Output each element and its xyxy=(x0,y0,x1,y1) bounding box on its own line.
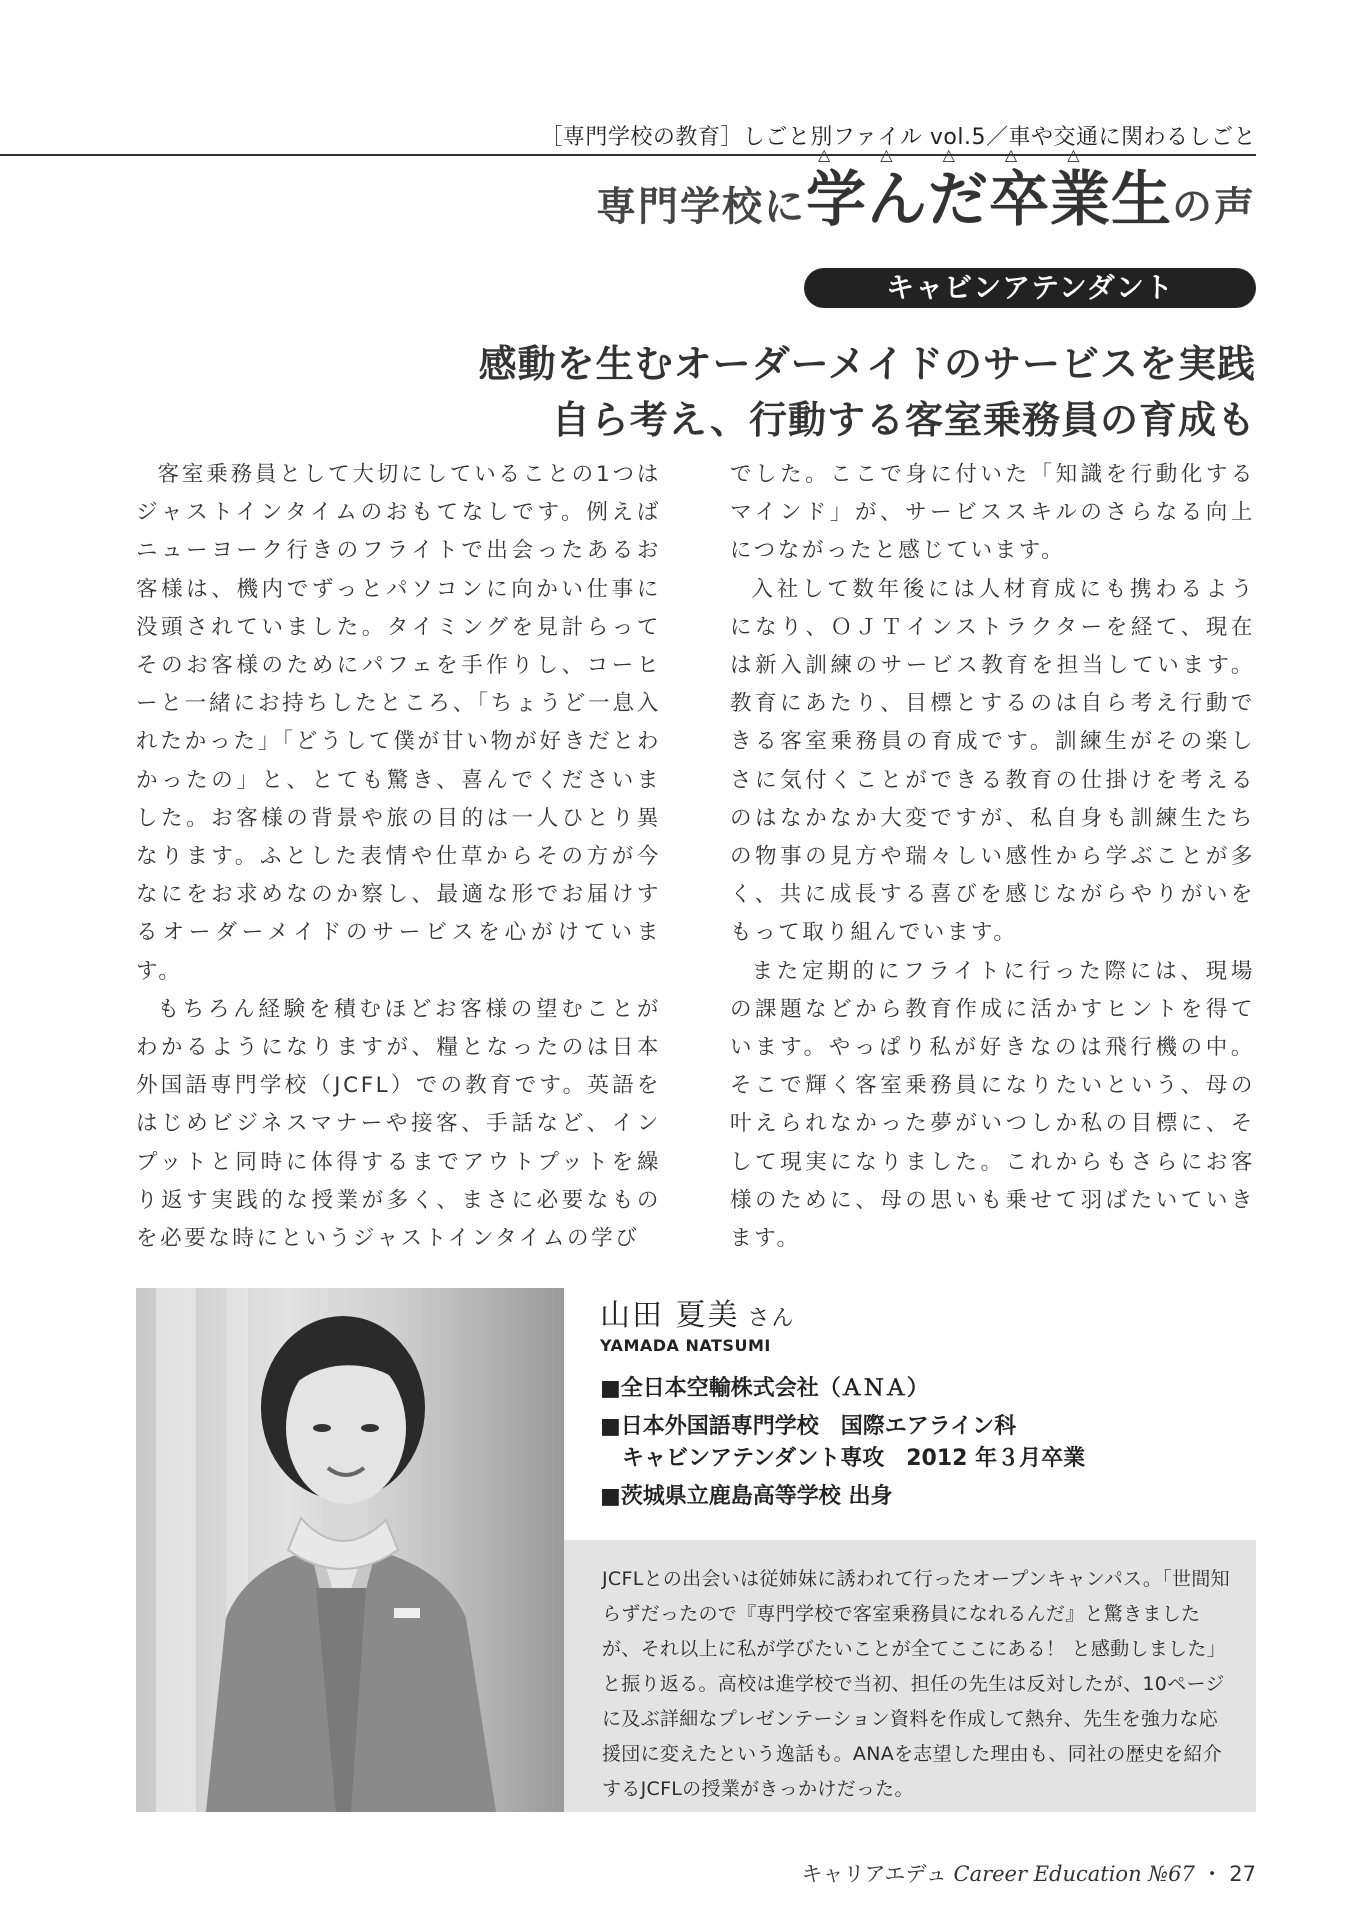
footer-magazine-en: Career Education xyxy=(953,1862,1142,1886)
page-number: 27 xyxy=(1229,1862,1256,1886)
profile-details xyxy=(600,1373,1260,1513)
profile-high-school: ■茨城県立鹿島高等学校 出身 xyxy=(600,1484,893,1509)
headline-line2: 自ら考え、行動する客室乗務員の育成も xyxy=(551,398,1256,442)
category-badge: キャビンアテンダント xyxy=(804,268,1256,308)
profile-block xyxy=(600,1290,1260,1519)
body-paragraph: また定期的にフライトに行った際には、現場の課題などから教育作成に活かすヒントを得ています。やっぱり私が好きなのは飛行機の中。そこで輝く客室乗務員になりたいという、母の叶えられなかった夢がいつしか私の目標に、そして現実になりました。これからもさらにお客様のために、母の思いも乗せて羽ばたいていきます。 xyxy=(730,958,1255,1252)
series-title: ［専門学校の教育］しごと別ファイル vol.5／車や交通に関わるしごと xyxy=(540,125,1256,150)
body-paragraph: 客室乗務員として大切にしていることの1つはジャストインタイムのおもてなしです。例えばニューヨーク行きのフライトで出会ったあるお客様は、機内でずっとパソコンに向かい仕事に没頭されていました。タイミングを見計らってそのお客様のためにパフェを手作りし、コーヒーと一緒にお持ちしたところ、「ちょうど一息入れたかった」「どうして僕が甘い物が好きだとわかったの」と、とても驚き、喜んでくださいました。お客様の背景や旅の目的は一人ひとり異なります。ふとした表情や仕草からその方が今なにをお求めなのか察し、最適な形でお届けするオーダーメイドのサービスを心がけています。 xyxy=(136,462,661,984)
person-name xyxy=(600,1290,1260,1334)
title-emphasis xyxy=(806,145,1172,235)
page-footer xyxy=(801,1858,1256,1888)
body-column-left xyxy=(136,456,661,1258)
profile-school-major: キャビンアテンダント専攻 2012 年３月卒業 xyxy=(622,1446,1086,1471)
body-paragraph: でした。ここで身に付いた「知識を行動化するマインド」が、サービススキルのさらなる向上につながったと感じています。 xyxy=(730,462,1255,564)
headline-line1: 感動を生むオーダーメイドのサービスを実践 xyxy=(478,342,1256,386)
emphasis-dots: △△△△△ xyxy=(818,145,1130,164)
sidebar-quote: JCFLとの出会いは従姉妹に誘われて行ったオープンキャンパス。「世間知らずだったので『専門学校で客室乗務員になれるんだ』と驚きましたが、それ以上に私が学びたいことが全てここにある！ と感動しました」と振り返る。高校は進学校で当初、担任の先生は反対したが、10ページに及ぶ詳細なプレゼンテーション資料を作成して熱弁、先生を強力な応援団に変えたという逸話も。ANAを志望した理由も、同社の歴史を紹介するJCFLの授業がきっかけだった。 xyxy=(564,1540,1256,1812)
body-paragraph: 入社して数年後には人材育成にも携わるようになり、ＯＪＴインストラクターを経て、現在は新入訓練のサービス教育を担当しています。教育にあたり、目標とするのは自ら考え行動できる客室乗務員の育成です。訓練生がその楽しさに気付くことができる教育の仕掛けを考えるのはなかなか大変ですが、私自身も訓練生たちの物事の見方や瑞々しい感性から学ぶことが多く、共に成長する喜びを感じながらやりがいをもって取り組んでいます。 xyxy=(730,576,1255,946)
body-column-right xyxy=(730,456,1255,1258)
page-title xyxy=(596,145,1256,235)
footer-issue: №67 xyxy=(1148,1862,1195,1886)
footer-magazine-jp: キャリアエデュ xyxy=(801,1862,947,1886)
profile-school: ■日本外国語専門学校 国際エアライン科 xyxy=(600,1414,1017,1439)
title-emphasis-text: 学んだ卒業生 xyxy=(806,165,1172,235)
body-paragraph: もちろん経験を積むほどお客様の望むことがわかるようになりますが、糧となったのは日本外国語専門学校（JCFL）での教育です。英語をはじめビジネスマナーや接客、手話など、インプットと同時に体得するまでアウトプットを繰り返す実践的な授業が多く、まさに必要なものを必要な時にというジャストインタイムの学び xyxy=(136,996,661,1252)
profile-company: ■全日本空輸株式会社（ＡＮＡ） xyxy=(600,1376,929,1401)
person-name-roman: YAMADA NATSUMI xyxy=(600,1336,771,1355)
portrait-photo xyxy=(136,1288,564,1812)
title-part1: 専門学校に xyxy=(596,184,806,230)
title-part2: の声 xyxy=(1172,184,1256,230)
footer-separator: ・ xyxy=(1201,1862,1223,1886)
honorific: さん xyxy=(747,1306,796,1331)
article-headline xyxy=(479,336,1256,448)
person-silhouette xyxy=(136,1288,564,1812)
person-name-text: 山田 夏美 xyxy=(600,1298,740,1333)
